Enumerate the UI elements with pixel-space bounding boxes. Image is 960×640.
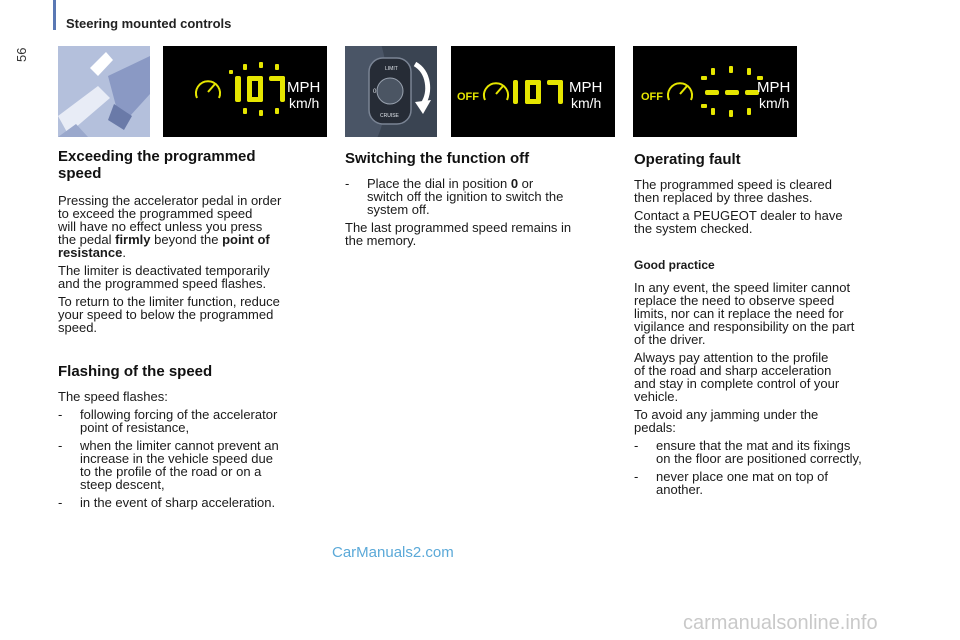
good-practice-paragraph-2: Always pay attention to the profile of the road and sharp acceleration and stay in complete control of your vehicle. [634,350,840,404]
section-title-fault: Operating fault [634,151,741,168]
exceeding-paragraph-2: The limiter is deactivated temporarily and the programmed speed flashes. [58,263,270,291]
dial-zero-label: 0 [373,89,377,95]
flashing-list [58,408,333,509]
page-header: Steering mounted controls [66,16,232,31]
list-item: - ensure that the mat and its fixings on the floor are positioned correctly, [634,438,862,466]
good-practice-paragraph-1: In any event, the speed limiter cannot replace the need to observe speed limits, nor can it replace the need for vigilance and responsibility on the part of the driver. [634,280,855,347]
column-right [634,151,934,240]
off-label: OFF [641,91,663,103]
speed-digits-icon [513,80,563,104]
good-practice-paragraph-3: To avoid any jamming under the pedals: [634,407,819,435]
flashing-digits-icon [229,62,285,116]
speed-display-off [451,46,615,137]
dashes-display-off [633,46,797,137]
unit-kmh: km/h [289,95,320,111]
speedometer-icon [484,83,508,100]
flashing-intro: The speed flashes: [58,389,168,404]
column-left-flashing [58,363,333,514]
accent-bar [53,0,56,30]
foot-pedal-icon [58,46,150,137]
list-item: - Place the dial in position 0 or switch off the ignition to switch the system off. [345,176,564,217]
switching-paragraph: The last programmed speed remains in the memory. [345,220,572,248]
good-practice-box [634,259,934,501]
good-practice-title: Good practice [634,258,715,272]
column-middle [345,150,625,252]
watermark-carmanuals2: CarManuals2.com [332,544,454,561]
dial-cruise-label: CRUISE [380,113,399,119]
unit-mph: MPH [757,79,791,96]
fault-paragraph-2: Contact a PEUGEOT dealer to have the system checked. [634,208,843,236]
list-item: - in the event of sharp acceleration. [58,495,276,510]
exceeding-paragraph-3: To return to the limiter function, reduce your speed to below the programmed speed. [58,294,280,335]
page-number: 56 [14,47,29,62]
column-left [58,148,333,339]
unit-kmh: km/h [571,95,602,111]
speedometer-icon [196,81,220,98]
list-item: - when the limiter cannot prevent an increase in the vehicle speed due to the profile of the road or on a steep descent, [58,438,279,492]
exceeding-paragraph-1: Pressing the accelerator pedal in order to exceed the programmed speed will have no effect unless you press the pedal firmly beyond the point of resistance. [58,193,282,260]
dial-limit-label: LIMIT [385,66,398,72]
pedal-illustration [58,46,150,137]
unit-kmh: km/h [759,95,790,111]
list-item: - never place one mat on top of another. [634,469,829,497]
off-label: OFF [457,91,479,103]
switching-list [345,177,625,216]
section-title-switching: Switching the function off [345,150,530,167]
unit-mph: MPH [287,79,321,96]
speed-limiter-dial-picture [345,46,437,137]
speed-display-flashing [163,46,327,137]
section-title-flashing: Flashing of the speed [58,363,213,380]
flashing-dashes-icon [701,66,763,117]
section-title-exceeding: Exceeding the programmed speed [58,148,256,182]
fault-paragraph-1: The programmed speed is cleared then replaced by three dashes. [634,177,832,205]
speedometer-icon [668,83,692,100]
unit-mph: MPH [569,79,603,96]
list-item: - following forcing of the accelerator point of resistance, [58,407,278,435]
good-practice-list [634,439,934,496]
watermark-carmanualsonline: carmanualsonline.info [683,612,878,634]
